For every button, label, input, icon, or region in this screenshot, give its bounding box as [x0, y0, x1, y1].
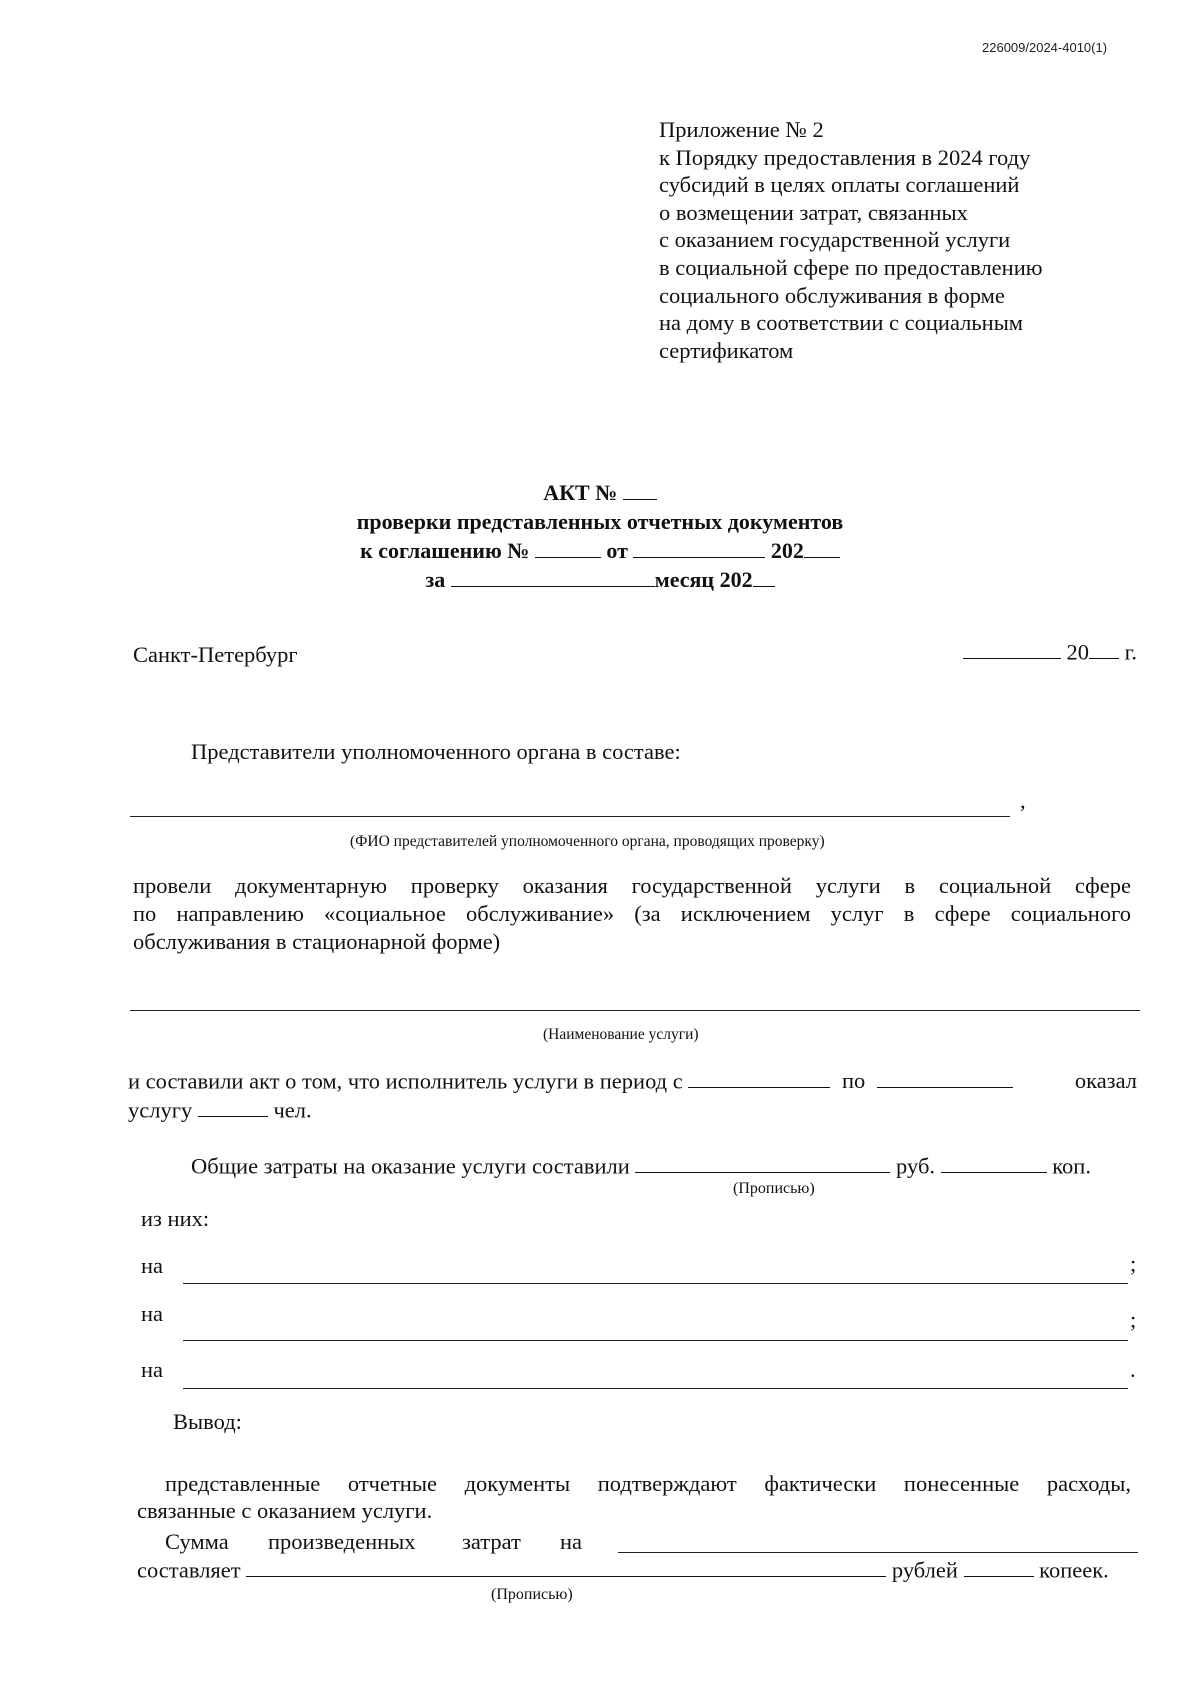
- amount-words-caption: (Прописью): [491, 1586, 573, 1603]
- cost-item-end: .: [1130, 1357, 1136, 1382]
- appendix-line: о возмещении затрат, связанных: [659, 199, 968, 225]
- conclusion-line-2: связанные с оказанием услуги.: [137, 1498, 433, 1523]
- rubles-label: рублей: [891, 1557, 958, 1583]
- appendix-line: к Порядку предоставления в 2024 году: [659, 144, 1031, 170]
- cost-item-end: ;: [1130, 1307, 1137, 1332]
- sum-word: произведенных: [268, 1529, 416, 1554]
- total-costs-line: [191, 1152, 1091, 1180]
- period-end-blank[interactable]: [877, 1067, 1013, 1088]
- persons-count-blank[interactable]: [198, 1096, 268, 1117]
- total-words-caption: (Прописью): [733, 1180, 815, 1197]
- act-title: [0, 478, 1200, 594]
- service-name-field[interactable]: [130, 1010, 1140, 1011]
- agreement-year-blank[interactable]: [804, 537, 840, 558]
- sum-word: Сумма: [165, 1529, 229, 1554]
- sum-word: на: [560, 1529, 583, 1554]
- sum-word: затрат: [462, 1529, 521, 1554]
- conclusion-line-1: представленные отчетные документы подтверждают фактически понесенные расходы,: [165, 1471, 1131, 1496]
- cost-item-field[interactable]: [183, 1283, 1128, 1284]
- agreement-date-blank[interactable]: [633, 537, 765, 558]
- act-text-intro: и составили акт о том, что исполнитель услуги в период с: [128, 1068, 683, 1094]
- check-line-3: обслуживания в стационарной форме): [133, 929, 501, 954]
- act-label: АКТ №: [543, 480, 618, 505]
- act-text-persons: чел.: [273, 1097, 312, 1123]
- check-line-1: провели документарную проверку оказания государственной услуги в социальной сфере: [133, 873, 1131, 898]
- appendix-line: с оказанием государственной услуги: [659, 227, 1011, 253]
- act-number-blank[interactable]: [623, 479, 657, 500]
- representatives-caption: (ФИО представителей уполномоченного органа, проводящих проверку): [350, 833, 825, 850]
- period-month: месяц 202: [654, 567, 753, 592]
- appendix-line: сертификатом: [659, 337, 794, 363]
- agreement-year: 202: [770, 538, 804, 563]
- document-number: 226009/2024-4010(1): [982, 40, 1108, 55]
- cost-item-prefix: на: [141, 1253, 164, 1278]
- appendix-block: [659, 116, 1043, 364]
- service-caption: (Наименование услуги): [543, 1026, 699, 1043]
- conclusion-label: Вывод:: [173, 1409, 242, 1434]
- appendix-line: на дому в соответствии с социальным: [659, 310, 1024, 336]
- act-text-to: по: [841, 1068, 866, 1094]
- representatives-intro: Представители уполномоченного органа в составе:: [191, 739, 681, 764]
- date-line: [963, 638, 1137, 666]
- amount-rubles-blank[interactable]: [246, 1556, 886, 1577]
- period-blank[interactable]: [451, 566, 655, 587]
- cost-item-field[interactable]: [183, 1388, 1128, 1389]
- year-prefix: 20: [1066, 639, 1090, 665]
- agreement-label: к соглашению №: [360, 538, 530, 563]
- act-subtitle: проверки представленных отчетных документов: [356, 509, 844, 534]
- cost-item-prefix: на: [141, 1301, 164, 1326]
- agreement-line: [0, 536, 1200, 565]
- year-suffix: г.: [1124, 639, 1137, 665]
- period-line: [0, 565, 1200, 594]
- representatives-field[interactable]: [130, 816, 1010, 817]
- appendix-line: Приложение № 2: [659, 117, 824, 142]
- rub-label: руб.: [896, 1153, 936, 1179]
- cost-item-prefix: на: [141, 1357, 164, 1382]
- appendix-line: субсидий в целях оплаты соглашений: [659, 172, 1020, 198]
- representatives-comma: ,: [1020, 788, 1026, 813]
- agreement-from: от: [606, 538, 628, 563]
- total-kop-blank[interactable]: [941, 1152, 1047, 1173]
- total-rub-blank[interactable]: [635, 1152, 890, 1173]
- of-which-label: из них:: [141, 1206, 210, 1231]
- act-text-line-2: [128, 1096, 312, 1124]
- cost-item-field[interactable]: [183, 1340, 1128, 1341]
- period-year-blank[interactable]: [753, 566, 775, 587]
- period-label: за: [425, 567, 446, 592]
- act-number-line: [0, 478, 1200, 507]
- amount-kopecks-blank[interactable]: [964, 1556, 1034, 1577]
- kop-label: коп.: [1052, 1153, 1091, 1179]
- act-text-rendered: оказал: [1074, 1068, 1137, 1093]
- amount-prefix: составляет: [137, 1557, 241, 1583]
- agreement-number-blank[interactable]: [535, 537, 601, 558]
- cost-item-end: ;: [1130, 1251, 1137, 1276]
- act-text-line-1: [128, 1067, 1013, 1095]
- amount-line: [137, 1556, 1109, 1584]
- appendix-line: социального обслуживания в форме: [659, 282, 1005, 308]
- year-blank[interactable]: [1089, 638, 1119, 659]
- kopecks-label: копеек.: [1039, 1557, 1109, 1583]
- act-text-service: услугу: [128, 1097, 193, 1123]
- period-start-blank[interactable]: [688, 1067, 830, 1088]
- date-blank[interactable]: [963, 638, 1061, 659]
- sum-target-field[interactable]: [618, 1552, 1138, 1553]
- check-line-2: по направлению «социальное обслуживание» (за исключением услуг в сфере социального: [133, 901, 1131, 926]
- appendix-line: в социальной сфере по предоставлению: [659, 254, 1043, 280]
- total-costs-label: Общие затраты на оказание услуги составили: [191, 1153, 630, 1179]
- city: Санкт-Петербург: [133, 642, 298, 667]
